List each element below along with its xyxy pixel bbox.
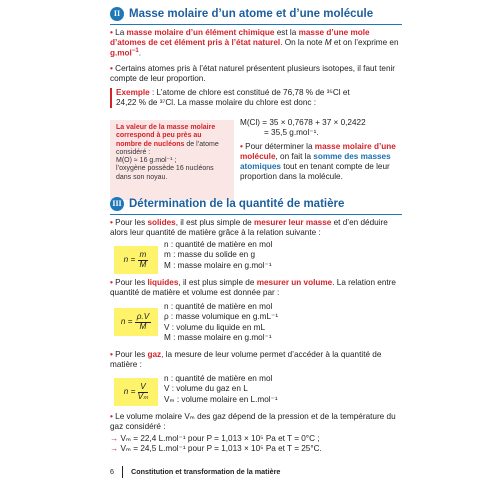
footer-divider <box>122 466 123 478</box>
section-title: Détermination de la quantité de matière <box>129 197 345 210</box>
divider <box>110 24 402 25</box>
bullet-icon: • <box>240 142 243 151</box>
section-header-3 <box>110 196 402 212</box>
paragraph-isotopes: • Certains atomes pris à l’état naturel présentent plusieurs isotopes, il faut tenir compte de leur proportion. <box>110 64 396 83</box>
paragraph-molar-mass-definition: • La masse molaire d’un élément chimique est la masse d’une mole d’atomes de cet élément pris à l’état naturel. On la note M et on l’exprime en g.mol$^{-1}$. <box>110 28 399 58</box>
paragraph-solids: • Pour les solides, il est plus simple de mesurer leur masse et d’en déduire alors leur quantité de matière grâce à la relation suivante : <box>110 218 388 237</box>
chlorine-calculation: M(Cl) = 35 × 0,7678 + 37 × 0,2422 = 35,5 g.mol⁻¹. <box>240 118 366 137</box>
formula-gas: n = $\frac{V}{\text{Vₘ}}$ <box>114 378 158 406</box>
section-number-icon: III <box>110 197 124 211</box>
bullet-icon: • <box>110 218 113 227</box>
paragraph-gases: • Pour les gaz, la mesure de leur volume permet d’accéder à la quantité de matière : <box>110 350 382 369</box>
bullet-icon: • <box>110 412 113 421</box>
example-label: Exemple <box>116 88 150 97</box>
page-number: 6 <box>110 466 114 476</box>
paragraph-molecule-molar-mass: • Pour déterminer la masse molaire d’une molécule, on fait la somme des masses atomiques tout en tenant compte de leur proportion dans la molécule. <box>240 142 396 181</box>
divider <box>110 214 402 215</box>
page-footer <box>110 466 402 478</box>
chapter-title: Constitution et transformation de la matière <box>131 466 281 476</box>
formula-gas-variables: n : quantité de matière en mol V : volume du gaz en L Vₘ : volume molaire en L.mol⁻¹ <box>164 374 278 404</box>
bullet-icon: • <box>110 64 113 73</box>
bullet-icon: • <box>110 28 113 37</box>
section-header-2 <box>110 6 402 22</box>
paragraph-liquids: • Pour les liquides, il est plus simple de mesurer un volume. La relation entre quantité de matière et volume est donnée par : <box>110 278 396 297</box>
paragraph-molar-volume: • Le volume molaire Vₘ des gaz dépend de la pression et de la température du gaz considéré : <box>110 412 396 431</box>
arrow-icon: → <box>110 444 119 453</box>
section-number-icon: II <box>110 7 124 21</box>
arrow-icon: → <box>110 434 119 443</box>
bullet-icon: • <box>110 350 113 359</box>
section-title: Masse molaire d’un atome et d’une molécule <box>129 7 374 20</box>
bullet-icon: • <box>110 278 113 287</box>
molar-volume-values: → Vₘ = 22,4 L.mol⁻¹ pour P = 1,013 × 10⁵ Pa et T = 0°C ; → Vₘ = 24,5 L.mol⁻¹ pour P = 1,013 × 10⁵ Pa et T = 25°C. <box>110 434 322 453</box>
side-note: La valeur de la masse molaire correspond à peu près au nombre de nucléons de l’atome considéré : M(O) ≈ 16 g.mol⁻¹ ; l’oxygène possède 16 nucléons dans son noyau. <box>110 120 234 200</box>
formula-solid: n = $\frac{m}{M}$ <box>114 246 158 274</box>
formula-solid-variables: n : quantité de matière en mol m : masse du solide en g M : masse molaire en g.mol⁻¹ <box>164 240 273 270</box>
formula-liquid-variables: n : quantité de matière en mol ρ : masse volumique en g.mL⁻¹ V : volume du liquide en mL M : masse molaire en g.mol⁻¹ <box>164 302 279 342</box>
formula-liquid: n = $\frac{\rho.V}{M}$ <box>114 308 158 336</box>
example-block: Exemple : L’atome de chlore est constitué de 76,78 % de ³⁵Cl et 24,22 % de ³⁷Cl. La masse molaire du chlore est donc : <box>110 88 402 108</box>
